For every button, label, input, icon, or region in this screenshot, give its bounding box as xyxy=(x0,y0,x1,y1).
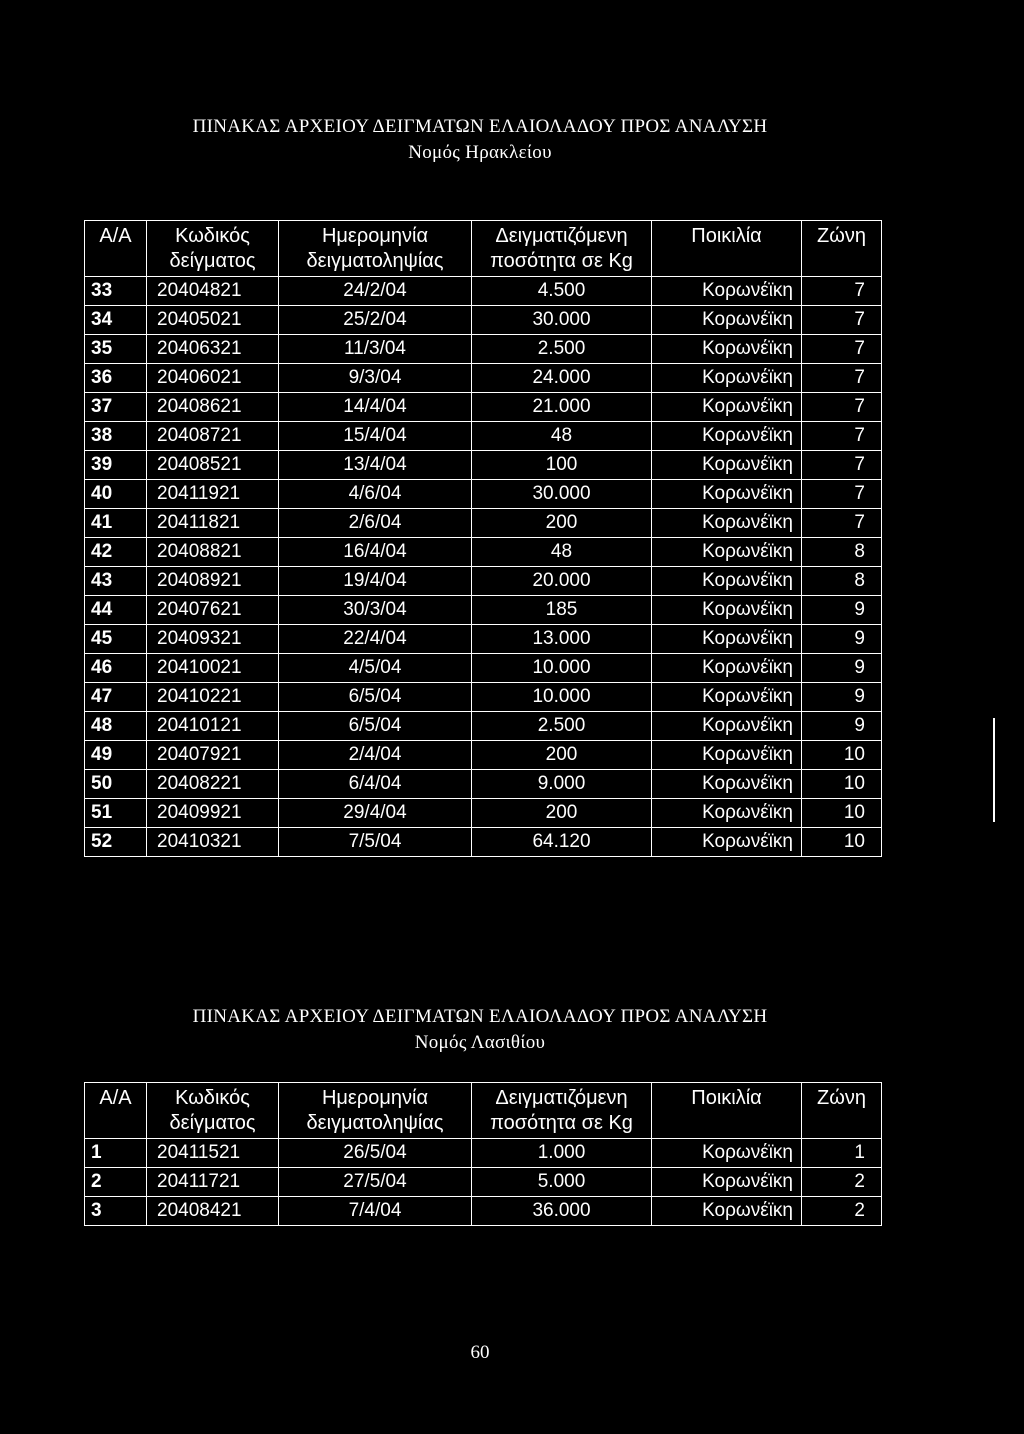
cell-zone: 10 xyxy=(802,828,882,857)
cell-sample-code: 20408921 xyxy=(147,567,279,596)
cell-variety: Κορωνέϊκη xyxy=(652,683,802,712)
cell-variety: Κορωνέϊκη xyxy=(652,567,802,596)
cell-sample-code: 20410021 xyxy=(147,654,279,683)
table-row xyxy=(85,625,882,654)
table-row xyxy=(85,770,882,799)
cell-aa: 3 xyxy=(85,1197,147,1226)
cell-sampling-date: 7/4/04 xyxy=(279,1197,472,1226)
table-row xyxy=(85,1197,882,1226)
cell-sampling-date: 6/5/04 xyxy=(279,712,472,741)
cell-variety: Κορωνέϊκη xyxy=(652,828,802,857)
cell-zone: 7 xyxy=(802,335,882,364)
cell-variety: Κορωνέϊκη xyxy=(652,596,802,625)
cell-aa: 40 xyxy=(85,480,147,509)
cell-aa: 2 xyxy=(85,1168,147,1197)
header-code: Κωδικός δείγματος xyxy=(147,1083,279,1139)
cell-zone: 7 xyxy=(802,277,882,306)
cell-variety: Κορωνέϊκη xyxy=(652,741,802,770)
cell-sample-code: 20409921 xyxy=(147,799,279,828)
cell-quantity: 2.500 xyxy=(472,335,652,364)
table-row xyxy=(85,306,882,335)
cell-sampling-date: 19/4/04 xyxy=(279,567,472,596)
cell-zone: 7 xyxy=(802,393,882,422)
cell-quantity: 20.000 xyxy=(472,567,652,596)
cell-zone: 10 xyxy=(802,799,882,828)
cell-sampling-date: 29/4/04 xyxy=(279,799,472,828)
header-aa: Α/Α xyxy=(85,1083,147,1139)
cell-aa: 45 xyxy=(85,625,147,654)
cell-aa: 52 xyxy=(85,828,147,857)
header-zone: Ζώνη xyxy=(802,1083,882,1139)
cell-aa: 36 xyxy=(85,364,147,393)
cell-quantity: 200 xyxy=(472,799,652,828)
cell-sample-code: 20408821 xyxy=(147,538,279,567)
vertical-margin-line xyxy=(993,718,995,822)
cell-variety: Κορωνέϊκη xyxy=(652,712,802,741)
cell-variety: Κορωνέϊκη xyxy=(652,364,802,393)
cell-sample-code: 20411721 xyxy=(147,1168,279,1197)
heraklion-subtitle: Νομός Ηρακλείου xyxy=(408,142,552,163)
cell-quantity: 5.000 xyxy=(472,1168,652,1197)
cell-sample-code: 20407621 xyxy=(147,596,279,625)
cell-sampling-date: 16/4/04 xyxy=(279,538,472,567)
table-row xyxy=(85,828,882,857)
cell-variety: Κορωνέϊκη xyxy=(652,393,802,422)
cell-zone: 7 xyxy=(802,422,882,451)
cell-quantity: 48 xyxy=(472,538,652,567)
cell-sample-code: 20411921 xyxy=(147,480,279,509)
cell-sampling-date: 4/5/04 xyxy=(279,654,472,683)
header-variety: Ποικιλία xyxy=(652,221,802,277)
header-code: Κωδικός δείγματος xyxy=(147,221,279,277)
cell-sample-code: 20407921 xyxy=(147,741,279,770)
cell-quantity: 64.120 xyxy=(472,828,652,857)
cell-quantity: 185 xyxy=(472,596,652,625)
cell-sample-code: 20411521 xyxy=(147,1139,279,1168)
cell-sampling-date: 15/4/04 xyxy=(279,422,472,451)
cell-variety: Κορωνέϊκη xyxy=(652,1168,802,1197)
cell-zone: 7 xyxy=(802,509,882,538)
cell-quantity: 2.500 xyxy=(472,712,652,741)
cell-sampling-date: 22/4/04 xyxy=(279,625,472,654)
table-row xyxy=(85,364,882,393)
header-zone: Ζώνη xyxy=(802,221,882,277)
cell-aa: 33 xyxy=(85,277,147,306)
heraklion-title: ΠΙΝΑΚΑΣ ΑΡΧΕΙΟΥ ΔΕΙΓΜΑΤΩΝ ΕΛΑΙΟΛΑΔΟΥ ΠΡΟΣ ΑΝΑΛΥΣΗ xyxy=(192,116,768,137)
table-row xyxy=(85,654,882,683)
cell-quantity: 30.000 xyxy=(472,480,652,509)
cell-aa: 50 xyxy=(85,770,147,799)
cell-variety: Κορωνέϊκη xyxy=(652,1197,802,1226)
cell-variety: Κορωνέϊκη xyxy=(652,770,802,799)
cell-quantity: 200 xyxy=(472,509,652,538)
header-variety: Ποικιλία xyxy=(652,1083,802,1139)
cell-variety: Κορωνέϊκη xyxy=(652,306,802,335)
table-header-row xyxy=(85,1083,882,1139)
header-aa: Α/Α xyxy=(85,221,147,277)
cell-quantity: 13.000 xyxy=(472,625,652,654)
cell-sampling-date: 6/5/04 xyxy=(279,683,472,712)
table-row xyxy=(85,277,882,306)
cell-zone: 1 xyxy=(802,1139,882,1168)
cell-zone: 9 xyxy=(802,683,882,712)
header-quantity: Δειγματιζόμενη ποσότητα σε Kg xyxy=(472,1083,652,1139)
cell-aa: 42 xyxy=(85,538,147,567)
cell-sampling-date: 6/4/04 xyxy=(279,770,472,799)
cell-zone: 8 xyxy=(802,538,882,567)
cell-variety: Κορωνέϊκη xyxy=(652,799,802,828)
cell-quantity: 4.500 xyxy=(472,277,652,306)
cell-aa: 35 xyxy=(85,335,147,364)
cell-aa: 47 xyxy=(85,683,147,712)
cell-zone: 9 xyxy=(802,596,882,625)
cell-quantity: 200 xyxy=(472,741,652,770)
cell-sampling-date: 9/3/04 xyxy=(279,364,472,393)
cell-variety: Κορωνέϊκη xyxy=(652,335,802,364)
cell-variety: Κορωνέϊκη xyxy=(652,277,802,306)
cell-zone: 2 xyxy=(802,1197,882,1226)
cell-sampling-date: 27/5/04 xyxy=(279,1168,472,1197)
cell-zone: 10 xyxy=(802,770,882,799)
cell-sample-code: 20410221 xyxy=(147,683,279,712)
cell-sample-code: 20404821 xyxy=(147,277,279,306)
lasithi-table xyxy=(84,1082,882,1226)
cell-sample-code: 20408421 xyxy=(147,1197,279,1226)
cell-sample-code: 20410321 xyxy=(147,828,279,857)
cell-quantity: 36.000 xyxy=(472,1197,652,1226)
cell-sampling-date: 11/3/04 xyxy=(279,335,472,364)
cell-variety: Κορωνέϊκη xyxy=(652,538,802,567)
cell-aa: 51 xyxy=(85,799,147,828)
header-date: Ημερομηνία δειγματοληψίας xyxy=(279,221,472,277)
cell-zone: 9 xyxy=(802,654,882,683)
cell-aa: 41 xyxy=(85,509,147,538)
table-row xyxy=(85,596,882,625)
table-row xyxy=(85,480,882,509)
cell-zone: 10 xyxy=(802,741,882,770)
table-row xyxy=(85,393,882,422)
cell-zone: 7 xyxy=(802,451,882,480)
cell-sampling-date: 26/5/04 xyxy=(279,1139,472,1168)
table-row xyxy=(85,683,882,712)
cell-aa: 48 xyxy=(85,712,147,741)
lasithi-title: ΠΙΝΑΚΑΣ ΑΡΧΕΙΟΥ ΔΕΙΓΜΑΤΩΝ ΕΛΑΙΟΛΑΔΟΥ ΠΡΟΣ ΑΝΑΛΥΣΗ xyxy=(192,1006,768,1027)
cell-sample-code: 20411821 xyxy=(147,509,279,538)
page-number: 60 xyxy=(470,1342,490,1363)
cell-quantity: 1.000 xyxy=(472,1139,652,1168)
cell-quantity: 48 xyxy=(472,422,652,451)
cell-variety: Κορωνέϊκη xyxy=(652,625,802,654)
cell-sampling-date: 4/6/04 xyxy=(279,480,472,509)
cell-sample-code: 20406321 xyxy=(147,335,279,364)
cell-sampling-date: 24/2/04 xyxy=(279,277,472,306)
cell-sample-code: 20409321 xyxy=(147,625,279,654)
cell-sampling-date: 25/2/04 xyxy=(279,306,472,335)
cell-variety: Κορωνέϊκη xyxy=(652,451,802,480)
table-row xyxy=(85,1168,882,1197)
cell-zone: 8 xyxy=(802,567,882,596)
cell-quantity: 100 xyxy=(472,451,652,480)
cell-variety: Κορωνέϊκη xyxy=(652,480,802,509)
cell-aa: 38 xyxy=(85,422,147,451)
table-row xyxy=(85,509,882,538)
cell-quantity: 9.000 xyxy=(472,770,652,799)
cell-aa: 37 xyxy=(85,393,147,422)
cell-zone: 2 xyxy=(802,1168,882,1197)
cell-quantity: 24.000 xyxy=(472,364,652,393)
cell-aa: 39 xyxy=(85,451,147,480)
header-date: Ημερομηνία δειγματοληψίας xyxy=(279,1083,472,1139)
cell-zone: 7 xyxy=(802,364,882,393)
cell-sample-code: 20406021 xyxy=(147,364,279,393)
table-row xyxy=(85,538,882,567)
table-row xyxy=(85,1139,882,1168)
cell-quantity: 30.000 xyxy=(472,306,652,335)
table-row xyxy=(85,799,882,828)
cell-zone: 7 xyxy=(802,306,882,335)
table-row xyxy=(85,567,882,596)
cell-sample-code: 20408221 xyxy=(147,770,279,799)
cell-variety: Κορωνέϊκη xyxy=(652,509,802,538)
lasithi-subtitle: Νομός Λασιθίου xyxy=(414,1032,546,1053)
cell-variety: Κορωνέϊκη xyxy=(652,654,802,683)
cell-sampling-date: 14/4/04 xyxy=(279,393,472,422)
cell-aa: 1 xyxy=(85,1139,147,1168)
cell-variety: Κορωνέϊκη xyxy=(652,422,802,451)
cell-sample-code: 20405021 xyxy=(147,306,279,335)
cell-aa: 44 xyxy=(85,596,147,625)
cell-aa: 46 xyxy=(85,654,147,683)
table-row xyxy=(85,422,882,451)
heraklion-table xyxy=(84,220,882,857)
cell-sample-code: 20408521 xyxy=(147,451,279,480)
cell-aa: 34 xyxy=(85,306,147,335)
cell-sampling-date: 30/3/04 xyxy=(279,596,472,625)
cell-variety: Κορωνέϊκη xyxy=(652,1139,802,1168)
cell-zone: 7 xyxy=(802,480,882,509)
cell-aa: 49 xyxy=(85,741,147,770)
cell-sample-code: 20408721 xyxy=(147,422,279,451)
table-row xyxy=(85,712,882,741)
cell-sampling-date: 2/6/04 xyxy=(279,509,472,538)
cell-aa: 43 xyxy=(85,567,147,596)
cell-sampling-date: 13/4/04 xyxy=(279,451,472,480)
cell-zone: 9 xyxy=(802,625,882,654)
table-row xyxy=(85,451,882,480)
table-header-row xyxy=(85,221,882,277)
cell-sample-code: 20408621 xyxy=(147,393,279,422)
cell-quantity: 21.000 xyxy=(472,393,652,422)
header-quantity: Δειγματιζόμενη ποσότητα σε Kg xyxy=(472,221,652,277)
table-row xyxy=(85,741,882,770)
cell-sample-code: 20410121 xyxy=(147,712,279,741)
cell-zone: 9 xyxy=(802,712,882,741)
table-row xyxy=(85,335,882,364)
cell-quantity: 10.000 xyxy=(472,683,652,712)
cell-sampling-date: 7/5/04 xyxy=(279,828,472,857)
cell-sampling-date: 2/4/04 xyxy=(279,741,472,770)
cell-quantity: 10.000 xyxy=(472,654,652,683)
